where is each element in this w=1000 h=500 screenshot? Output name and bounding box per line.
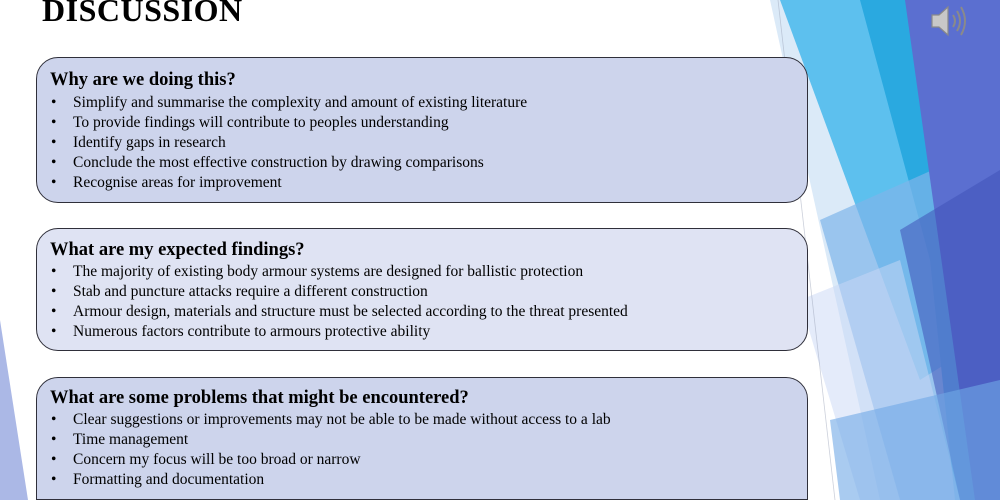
list-item: • Clear suggestions or improvements may not be able to be made without access to a lab: [51, 410, 611, 430]
speaker-icon[interactable]: [928, 3, 968, 39]
section-heading: What are my expected findings?: [50, 240, 305, 260]
list-item: • Time management: [51, 430, 611, 450]
list-item: • Armour design, materials and structure must be selected according to the threat presented: [51, 302, 628, 322]
list-item: • Simplify and summarise the complexity and amount of existing literature: [51, 93, 527, 113]
bullet-list: [51, 262, 628, 342]
list-item: • Stab and puncture attacks require a different construction: [51, 282, 628, 302]
list-item: • The majority of existing body armour systems are designed for ballistic protection: [51, 262, 628, 282]
section-heading: Why are we doing this?: [50, 70, 236, 90]
list-item: • Conclude the most effective construction by drawing comparisons: [51, 153, 527, 173]
section-expected-findings: [36, 228, 808, 351]
slide-title: DISCUSSION: [42, 0, 243, 28]
bullet-list: [51, 410, 611, 490]
list-item: • Concern my focus will be too broad or narrow: [51, 450, 611, 470]
list-item: • Formatting and documentation: [51, 470, 611, 490]
list-item: • Numerous factors contribute to armours protective ability: [51, 322, 628, 342]
bullet-list: [51, 93, 527, 193]
section-heading: What are some problems that might be encountered?: [50, 388, 469, 408]
section-problems: [36, 377, 808, 500]
list-item: • Identify gaps in research: [51, 133, 527, 153]
list-item: • To provide findings will contribute to peoples understanding: [51, 113, 527, 133]
section-why: [36, 57, 808, 203]
list-item: • Recognise areas for improvement: [51, 173, 527, 193]
